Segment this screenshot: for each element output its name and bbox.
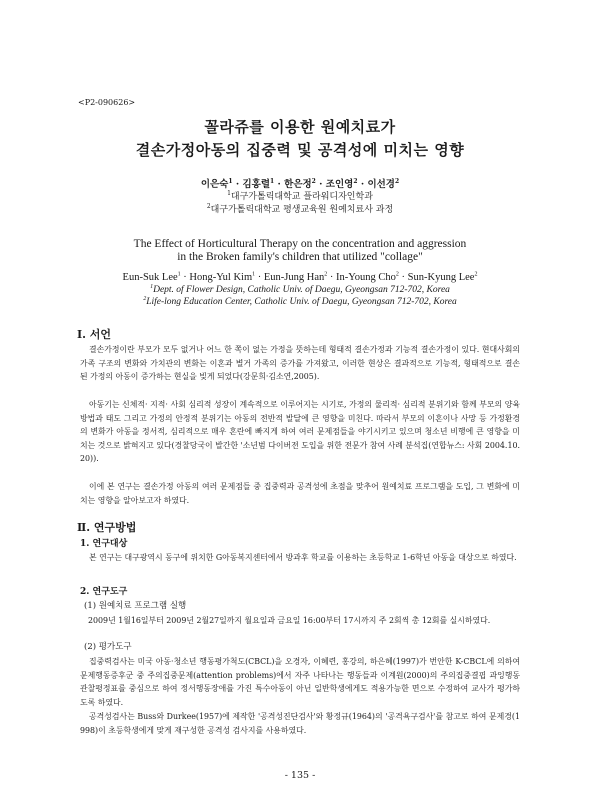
- author-ko: 이은숙$^1$: [200, 177, 233, 190]
- author-en: In-Young Cho$^2$: [336, 271, 399, 283]
- page-number: - 135 -: [284, 770, 316, 781]
- author-en: Sun-Kyung Lee$^2$: [407, 271, 478, 283]
- paragraph: 본 연구는 대구광역시 동구에 위치한 G아동복지센터에서 방과후 학교를 이용하는 초등학교 1-6학년 아동을 대상으로 하였다.: [89, 553, 517, 562]
- paragraph: 결손가정이란 부모가 모두 없거나 어느 한 쪽이 없는 가정을 뜻하는데 형태적 결손가정과 기능적 결손가정이 있다. 현대사회의 가족 구조의 변화와 가치관의 변화는 이혼과 별거 가족의 증가를 가져왔고, 이러한 현상은 결과적으로 기능적, 형태적으로 결손 된 가정의 아동이 증가하는 현실을 빚게 되었다(강문희·김소연,2005).: [80, 345, 520, 382]
- item-heading: (1) 원예치료 프로그램 실행: [84, 601, 187, 611]
- english-title-line-2: in the Broken family's children that utilized "collage": [177, 251, 423, 263]
- paper-code: <P2-090626>: [78, 98, 136, 107]
- author-en: Hong-Yul Kim$^1$: [189, 271, 256, 283]
- author-en: Eun-Suk Lee$^1$: [122, 271, 181, 283]
- item-heading: (2) 평가도구: [84, 642, 132, 652]
- paragraph: 2009년 1월16일부터 2009년 2월27일까지 월요일과 금요일 16:00부터 17시까지 주 2회씩 총 12회를 실시하였다.: [88, 616, 491, 625]
- paragraph: 공격성검사는 Buss와 Durkee(1957)에 제작한 '공격성진단검사'와 황정규(1964)의 '공격욕구검사'를 참고로 하여 문제경(1998)이 초등학생에게 맞게 재구성한 공격성 검사지를 사용하였다.: [80, 712, 520, 735]
- paragraph: 집중력검사는 미국 아동·청소년 행동평가척도(CBCL)을 오경자, 이혜련, 홍강의, 하은혜(1997)가 번안한 K-CBCL에 의하여 문제행동증후군 중 주의집중문제(attention problems)에서 자주 나타나는 행동들과 이계원(2000)의 주의집중결핍 과잉행동 관찰평정표를 중심으로 하여 정서행동장애를 가진 특수아동이 아닌 일반학생에게도 적용가능한 면으로 수정하여 교사가 평가하도록 하였다.: [80, 657, 520, 707]
- paragraph: 아동기는 신체적· 지적· 사회 심리적 성장이 계속적으로 이루어지는 시기로, 가정의 물리적· 심리적 분위기와 함께 부모의 양육방법과 태도 그리고 가정의 안정적 분위기는 아동의 전반적 발달에 큰 영향을 미친다. 따라서 부모의 이혼이나 사망 등 가정환경의 변화가 아동을 정서적, 심리적으로 매우 혼란에 빠지게 하여 여러 문제점들을 야기시키고 있으며 청소년 비행에 큰 영향을 미치는 것으로 밝혀지고 있다(경찰당국이 발간한 '소년범 다이버젼 도입을 위한 전문가 참여 사례 분석집(연합뉴스: 사회 2004.10.20)).: [80, 400, 520, 464]
- subsection-heading: 2. 연구도구: [80, 587, 128, 597]
- section-heading-introduction: Ⅰ. 서언: [77, 328, 112, 341]
- subsection-heading: 1. 연구대상: [80, 539, 128, 549]
- author-en: Eun-Jung Han$^2$: [263, 271, 328, 283]
- english-affiliation-1: $^1$Dept. of Flower Design, Catholic Univ. of Daegu, Gyeongsan 712-702, Korea: [150, 283, 450, 295]
- section-heading-methods: Ⅱ. 연구방법: [77, 521, 137, 534]
- korean-authors: 이은숙$^1$ · 김홍렬$^1$ · 한은정$^2$ · 조인영$^2$ · 이선경$^2$: [200, 177, 400, 190]
- english-authors: Eun-Suk Lee$^1$ · Hong-Yul Kim$^1$ · Eun-Jung Han$^2$ · In-Young Cho$^2$ · Sun-Kyung Lee$^2$: [122, 271, 478, 283]
- author-ko: 김홍렬$^1$: [242, 177, 275, 190]
- korean-affiliation-1: $^1$대구가톨릭대학교 플라워디자인학과: [227, 190, 373, 202]
- english-affiliation-2: $^2$Life-long Education Center, Catholic Univ. of Daegu, Gyeongsan 712-702, Korea: [143, 295, 457, 307]
- author-ko: 한은정$^2$: [284, 177, 316, 190]
- korean-title-line-1: 꼴라쥬를 이용한 원예치료가: [204, 118, 396, 136]
- paragraph: 이에 본 연구는 결손가정 아동의 여러 문제점들 중 집중력과 공격성에 초점을 맞추어 원예치료 프로그램을 도입, 그 변화에 미치는 영향을 알아보고자 하였다.: [80, 482, 520, 505]
- author-ko: 조인영$^2$: [325, 177, 358, 190]
- korean-affiliation-2: $^2$대구가톨릭대학교 평생교육원 원예치료사 과정: [206, 203, 394, 215]
- korean-title-line-2: 결손가정아동의 집중력 및 공격성에 미치는 영향: [135, 141, 465, 159]
- english-title-line-1: The Effect of Horticultural Therapy on the concentration and aggression: [133, 238, 467, 250]
- author-ko: 이선경$^2$: [367, 177, 400, 190]
